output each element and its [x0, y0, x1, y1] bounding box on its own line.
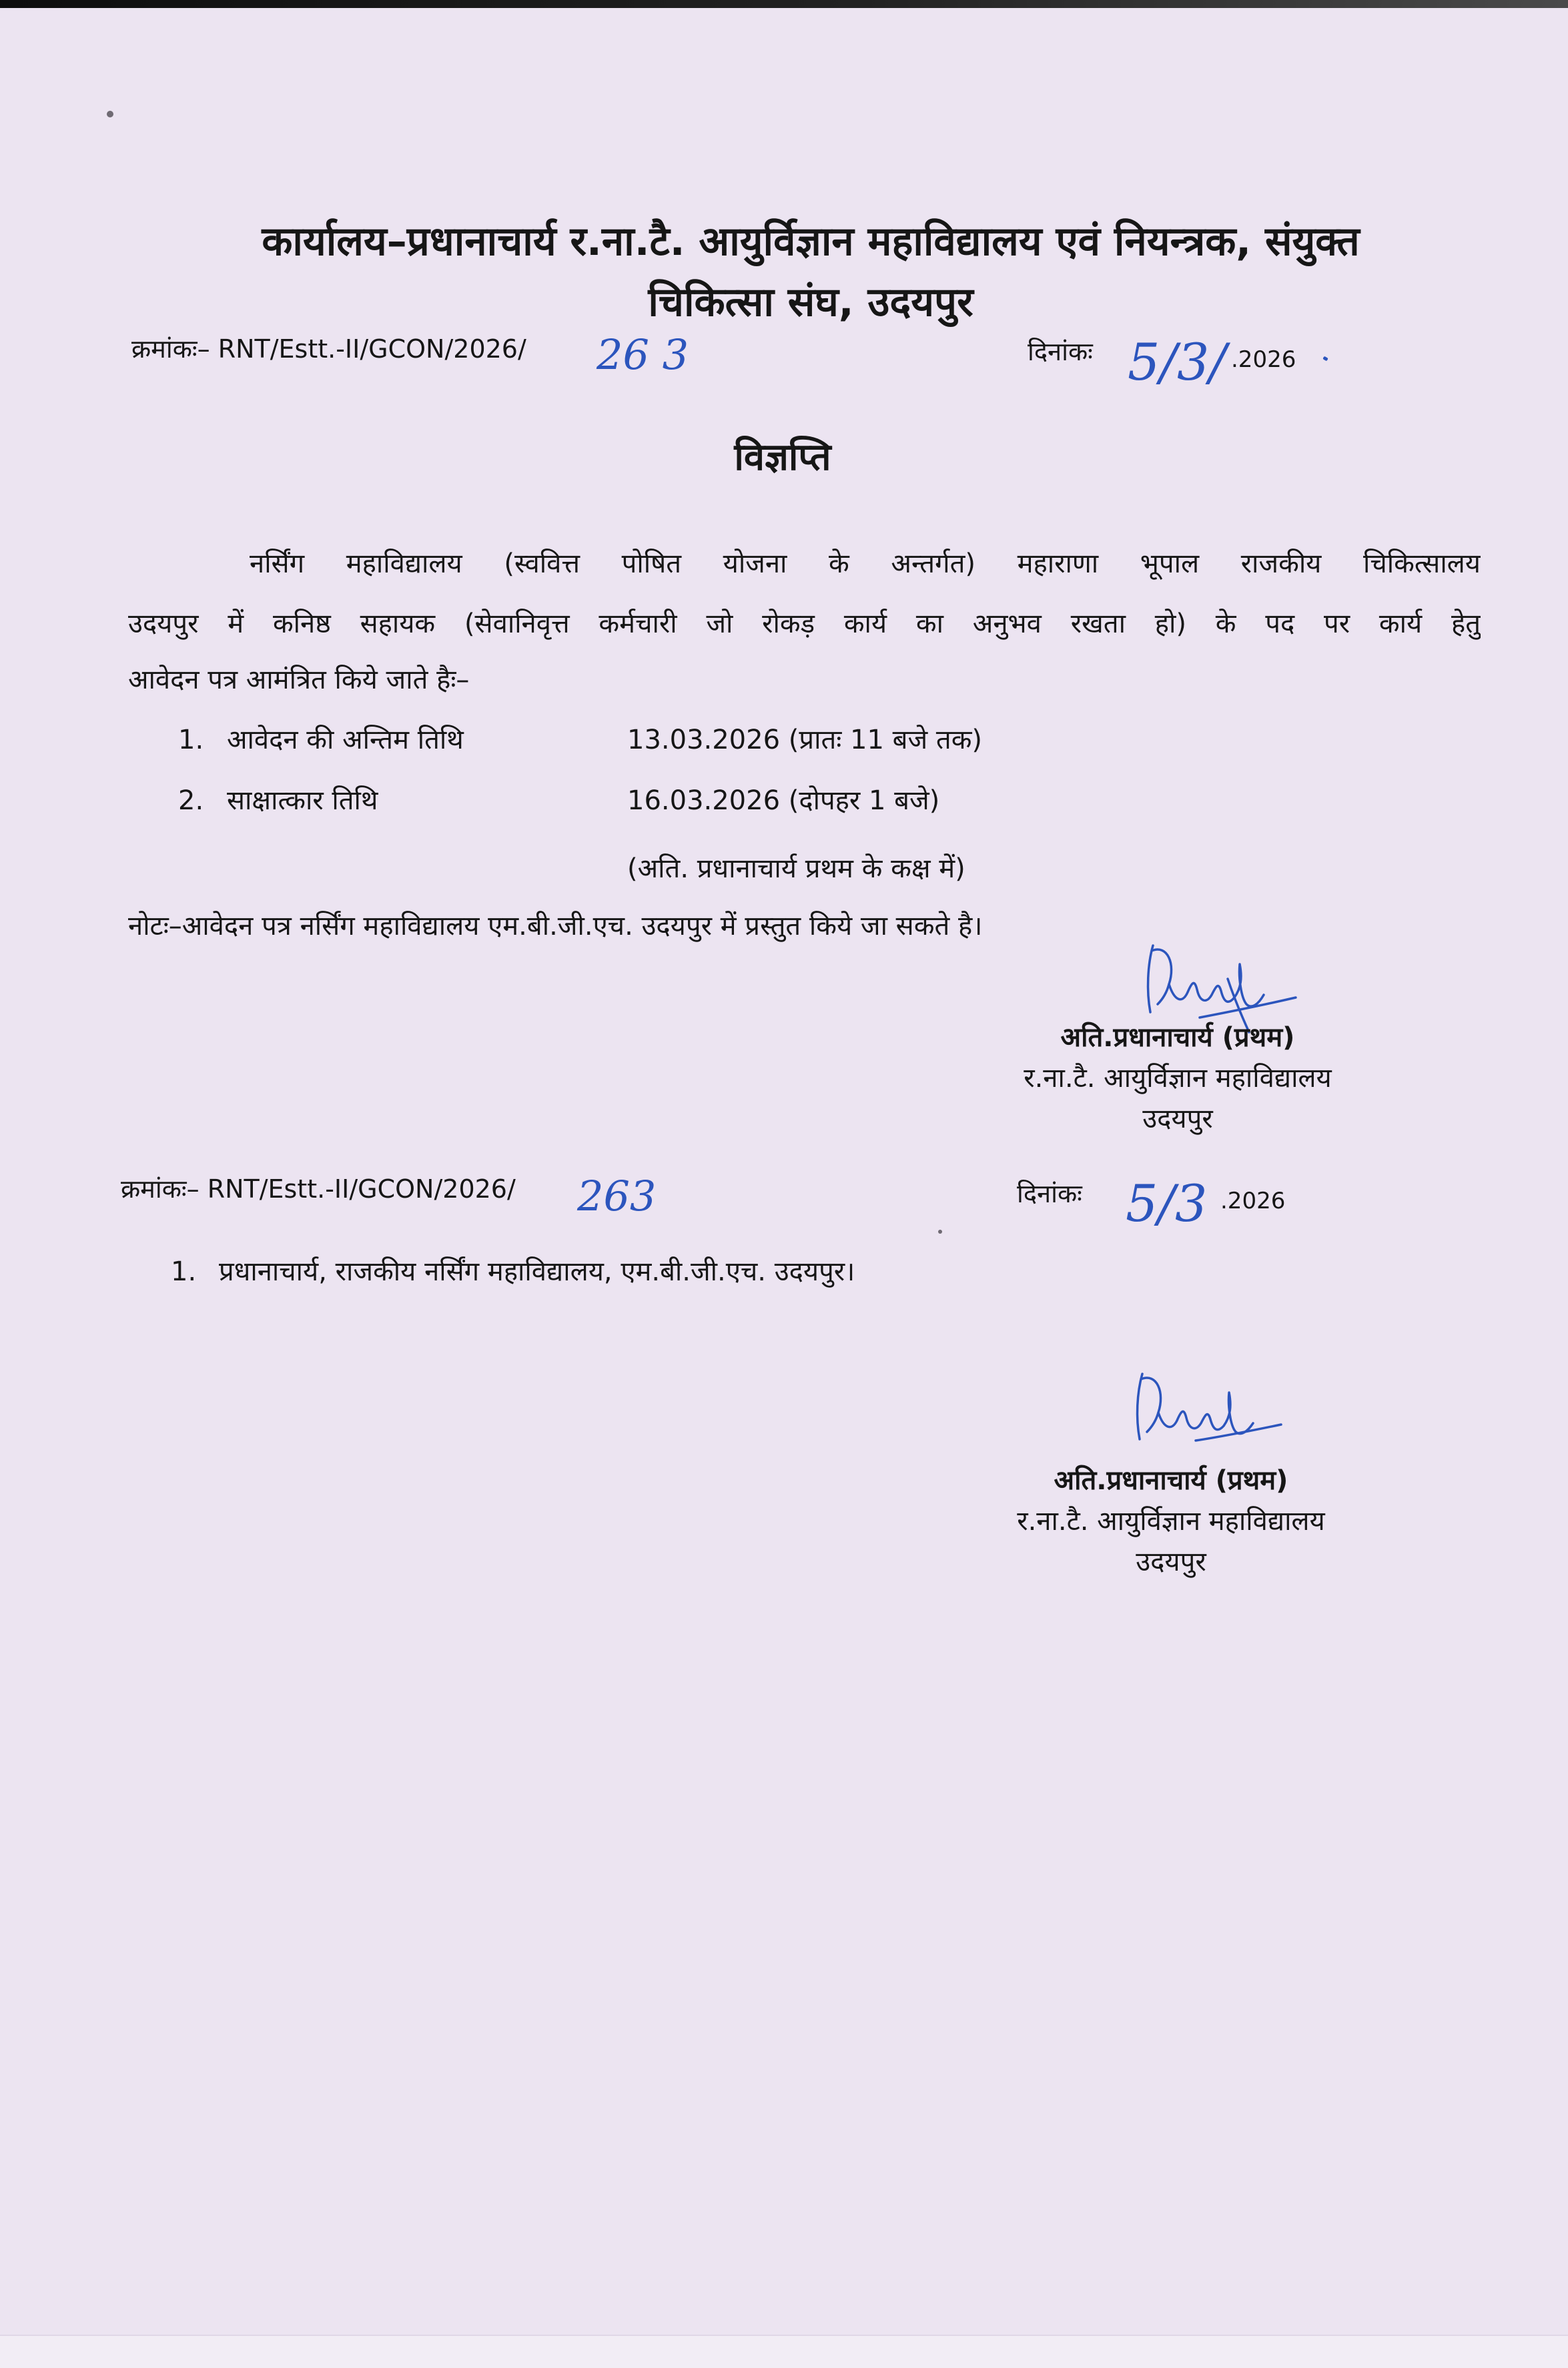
signatory-designation: अति.प्रधानाचार्य (प्रथम)	[1060, 1022, 1295, 1053]
copy-date-handwritten: 5/3	[1126, 1174, 1208, 1233]
schedule-item-value: 16.03.2026 (दोपहर 1 बजे)	[627, 785, 940, 816]
schedule-item-number: 2.	[178, 785, 204, 816]
office-title-line1: कार्यालय–प्रधानाचार्य र.ना.टै. आयुर्विज्ञान महाविद्यालय एवं नियन्त्रक, संयुक्त	[262, 218, 1360, 265]
scan-bottom-edge	[0, 2335, 1568, 2368]
signature-stroke	[1138, 1374, 1161, 1439]
signature-stroke	[1158, 1393, 1253, 1434]
notice-paragraph-line: आवेदन पत्र आमंत्रित किये जाते हैः–	[128, 665, 470, 695]
signature-stroke	[1196, 1425, 1281, 1441]
reference-number-label: क्रमांकः– RNT/Estt.-II/GCON/2026/	[131, 334, 526, 364]
notice-paragraph-line: नर्सिंग महाविद्यालय (स्ववित्त पोषित योजना के अन्तर्गत) महाराणा भूपाल राजकीय चिकित्सालय	[250, 548, 1481, 579]
reference-number-handwritten: 26 3	[597, 330, 689, 379]
scan-top-edge	[0, 0, 1568, 8]
signatory-institution: र.ना.टै. आयुर्विज्ञान महाविद्यालय	[1017, 1506, 1325, 1537]
schedule-item-value: 13.03.2026 (प्रातः 11 बजे तक)	[627, 725, 983, 755]
scan-speck	[107, 111, 113, 117]
signatory-city: उदयपुर	[1136, 1547, 1206, 1577]
copy-reference-number-label: क्रमांकः– RNT/Estt.-II/GCON/2026/	[121, 1174, 516, 1204]
schedule-item-number: 1.	[178, 725, 204, 755]
copy-signatory-block	[954, 1461, 1388, 1583]
office-title-line2: चिकित्सा संघ, उदयपुर	[648, 279, 973, 326]
scan-speck	[938, 1230, 942, 1234]
schedule-item-label: साक्षात्कार तिथि	[227, 785, 378, 816]
recipient-number: 1.	[171, 1256, 197, 1287]
date-year: .2026	[1231, 346, 1296, 373]
copy-date-year: .2026	[1220, 1188, 1286, 1214]
signatory-city: उदयपुर	[1142, 1104, 1213, 1134]
date-label: दिनांकः	[1028, 337, 1093, 366]
pen-tick-mark	[1322, 356, 1328, 362]
date-handwritten: 5/3/	[1128, 332, 1226, 392]
interview-venue: (अति. प्रधानाचार्य प्रथम के कक्ष में)	[627, 853, 965, 884]
notice-heading: विज्ञप्ति	[734, 436, 831, 479]
signature	[1116, 1364, 1289, 1465]
signatory-block	[961, 1018, 1395, 1140]
copy-date-label: दिनांकः	[1017, 1179, 1082, 1208]
copy-reference-number-handwritten: 263	[577, 1172, 657, 1220]
signature-stroke	[1200, 998, 1296, 1018]
signature-stroke	[1148, 945, 1172, 1012]
recipient-text: प्रधानाचार्य, राजकीय नर्सिंग महाविद्यालय, एम.बी.जी.एच. उदयपुर।	[219, 1256, 855, 1287]
signatory-institution: र.ना.टै. आयुर्विज्ञान महाविद्यालय	[1024, 1063, 1332, 1094]
signature-stroke	[1169, 964, 1264, 1006]
signatory-designation: अति.प्रधानाचार्य (प्रथम)	[1054, 1465, 1288, 1496]
notice-paragraph-line: उदयपुर में कनिष्ठ सहायक (सेवानिवृत्त कर्मचारी जो रोकड़ कार्य का अनुभव रखता हो) के पद पर कार्य हेतु	[128, 609, 1481, 639]
notice-note: नोटः–आवेदन पत्र नर्सिंग महाविद्यालय एम.बी.जी.एच. उदयपुर में प्रस्तुत किये जा सकते है।	[128, 911, 983, 941]
schedule-item-label: आवेदन की अन्तिम तिथि	[227, 725, 464, 755]
